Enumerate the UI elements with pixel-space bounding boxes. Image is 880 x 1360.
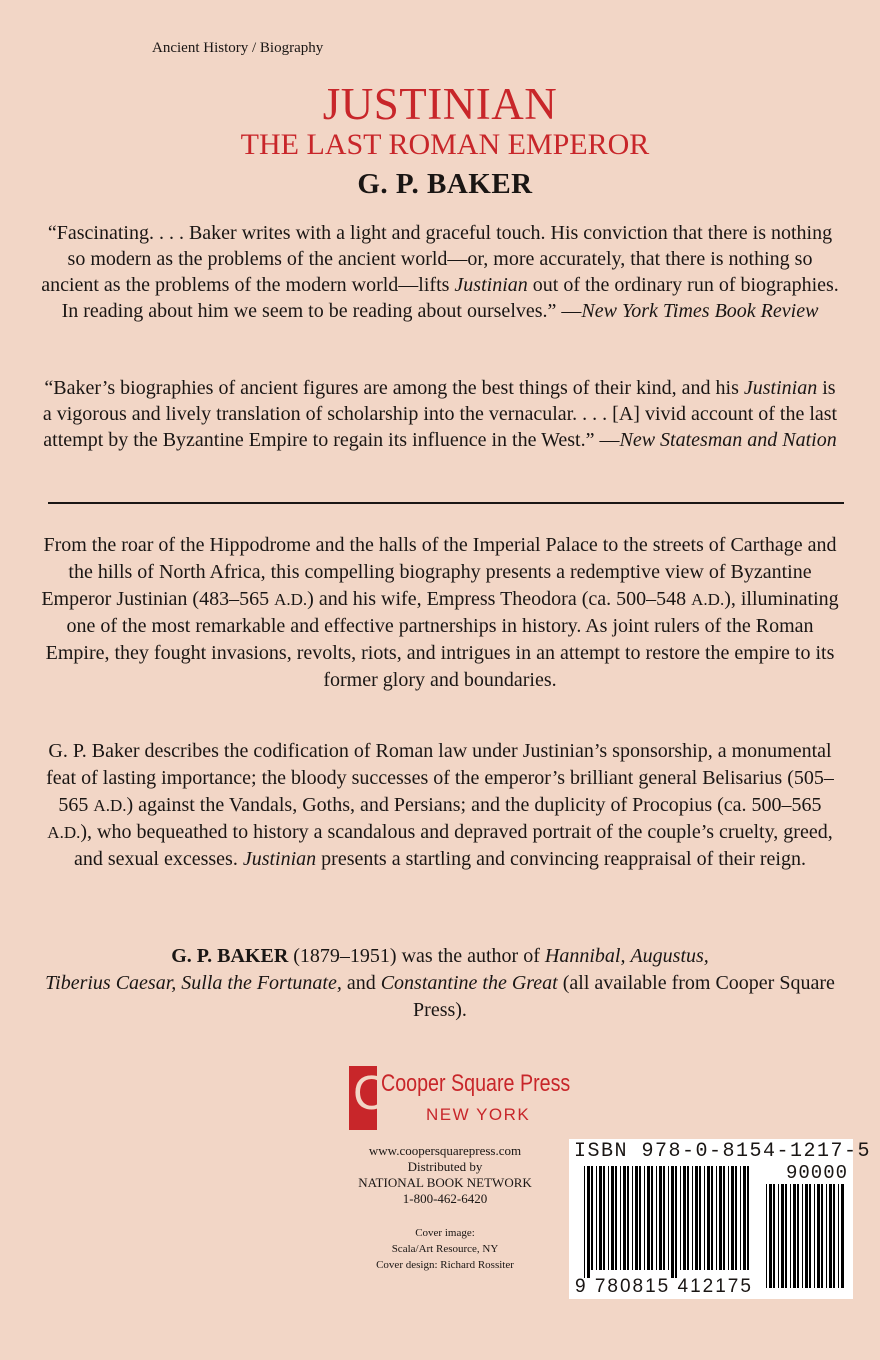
barcode-bar xyxy=(735,1166,737,1270)
barcode-bar xyxy=(651,1166,653,1270)
era-label: A.D. xyxy=(274,590,308,609)
barcode-bar xyxy=(821,1184,823,1288)
barcode-bar xyxy=(766,1184,767,1288)
review-quote-nyt xyxy=(40,220,840,324)
quote-text: “Baker’s biographies of ancient figures are among the best things of their kind, and his xyxy=(44,377,744,399)
cover-design-credit: Cover design: Richard Rossiter xyxy=(376,1259,514,1271)
barcode-bar xyxy=(797,1184,799,1288)
quote-text: “Fascinating. . . . Baker writes with a light and graceful touch. His conviction that there is nothing so modern as the problems of the ancient world—or, more accurately, that there is nothing so ancient as the problems of the modern world—lifts xyxy=(41,222,833,296)
barcode-bar xyxy=(635,1166,638,1270)
quote-title: Justinian xyxy=(743,377,818,399)
bio-text: (all available from Cooper Square Press). xyxy=(413,972,835,1021)
quote-text: out of the ordinary run of biographies. In reading about him we seem to be reading about ourselves.” — xyxy=(61,274,839,322)
barcode-bar xyxy=(728,1166,729,1270)
para-text: ), illuminating one of the most remarkable and effective partnerships in history. As joint rulers of the Roman Empire, they fought invasions, revolts, riots, and intrigues in an attempt to restore the empire to its former glory and boundaries. xyxy=(45,588,839,691)
distributor-name: NATIONAL BOOK NETWORK xyxy=(358,1175,532,1190)
ean-barcode xyxy=(584,1166,754,1278)
barcode-bar xyxy=(692,1166,693,1270)
era-label: A.D. xyxy=(691,590,725,609)
quote-title: Justinian xyxy=(454,274,528,296)
category-label: Ancient History / Biography xyxy=(152,40,324,56)
barcode-bar xyxy=(740,1166,741,1270)
barcode-bar xyxy=(699,1166,701,1270)
barcode-bar xyxy=(707,1166,710,1270)
barcode-bar xyxy=(603,1166,605,1270)
author-bio xyxy=(40,943,840,1024)
price-barcode xyxy=(766,1184,846,1296)
book-ref: Constantine the Great xyxy=(380,972,558,994)
quote-source: New York Times Book Review xyxy=(581,300,819,322)
book-ref: Augustus, xyxy=(630,945,709,967)
barcode-bar xyxy=(608,1166,609,1270)
barcode-bar xyxy=(623,1166,626,1270)
barcode-bar xyxy=(647,1166,650,1270)
para-title: Justinian xyxy=(242,848,317,870)
era-label: A.D. xyxy=(47,823,81,842)
barcode-bar xyxy=(838,1184,839,1288)
barcode-bar xyxy=(632,1166,633,1270)
barcode-bar xyxy=(659,1166,662,1270)
barcode-bar xyxy=(704,1166,705,1270)
barcode-bar xyxy=(778,1184,779,1288)
synopsis-paragraph-1 xyxy=(40,532,840,694)
barcode-bar xyxy=(805,1184,808,1288)
era-label: A.D. xyxy=(93,796,127,815)
publisher-city: NEW YORK xyxy=(426,1105,531,1124)
barcode-bar xyxy=(683,1166,686,1270)
barcode-bar xyxy=(723,1166,725,1270)
barcode-bar xyxy=(584,1166,585,1278)
barcode-bar xyxy=(639,1166,641,1270)
quote-text: is a vigorous and lively translation of scholarship into the vernacular. . . . [A] vivid account of the last attempt by the Byzantine Empire to regain its influence in the West.” — xyxy=(42,377,838,451)
barcode-bar xyxy=(627,1166,629,1270)
barcode-bar xyxy=(599,1166,602,1270)
para-text: ) against the Vandals, Goths, and Persians; and the duplicity of Procopius (ca. 500–565 xyxy=(126,794,822,816)
bio-text: (1879–1951) was the author of xyxy=(288,945,545,967)
book-ref: Tiberius Caesar, xyxy=(45,972,177,994)
barcode-bar xyxy=(680,1166,681,1270)
price-code: 90000 xyxy=(786,1162,849,1184)
publisher-imprint xyxy=(300,1143,590,1207)
barcode-bar xyxy=(829,1184,832,1288)
barcode-bar xyxy=(716,1166,717,1270)
book-author: G. P. BAKER xyxy=(357,168,533,200)
barcode-bar xyxy=(802,1184,803,1288)
barcode-bar xyxy=(663,1166,665,1270)
barcode-bar xyxy=(841,1184,844,1288)
barcode-bar xyxy=(833,1184,835,1288)
para-text: presents a startling and convincing reappraisal of their reign. xyxy=(316,848,806,870)
ean-digits: 9 780815 412175 xyxy=(575,1276,753,1297)
book-ref: Hannibal, xyxy=(544,945,626,967)
barcode-bar xyxy=(817,1184,820,1288)
para-text: G. P. Baker describes the codification of Roman law under Justinian’s sponsorship, a monumental feat of lasting importance; the bloody successes of the emperor’s brilliant general Belisarius (505–565 xyxy=(46,740,834,816)
barcode-bar xyxy=(675,1166,677,1278)
quote-source: New Statesman and Nation xyxy=(619,429,837,451)
barcode-bar xyxy=(743,1166,746,1270)
barcode-bar xyxy=(615,1166,617,1270)
barcode-bar xyxy=(711,1166,713,1270)
cover-credits xyxy=(300,1225,590,1273)
barcode-bar xyxy=(747,1166,749,1270)
barcode-bar xyxy=(719,1166,722,1270)
barcode-bar xyxy=(611,1166,614,1270)
author-name: G. P. BAKER xyxy=(171,945,289,967)
para-text: ), who bequeathed to history a scandalous and depraved portrait of the couple’s cruelty, greed, and sexual excesses. xyxy=(73,821,833,870)
book-subtitle: THE LAST ROMAN EMPEROR xyxy=(240,128,650,161)
synopsis-paragraph-2 xyxy=(40,738,840,873)
barcode-bar xyxy=(793,1184,796,1288)
barcode-bar xyxy=(591,1166,593,1270)
logo-letter: C xyxy=(353,1067,388,1120)
cover-image-source: Scala/Art Resource, NY xyxy=(391,1243,499,1255)
barcode-bar xyxy=(644,1166,645,1270)
distributor-phone: 1-800-462-6420 xyxy=(402,1191,488,1206)
barcode-bar xyxy=(826,1184,827,1288)
barcode-bar xyxy=(668,1166,669,1270)
para-text: From the roar of the Hippodrome and the halls of the Imperial Palace to the streets of Carthage and the hills of North Africa, this compelling biography presents a redemptive view of Byzantine Emperor Justinian (483–565 xyxy=(41,534,837,610)
barcode-bar xyxy=(781,1184,784,1288)
para-text: ) and his wife, Empress Theodora (ca. 500–548 xyxy=(307,588,692,610)
publisher-logo xyxy=(349,1066,571,1130)
bio-text: and xyxy=(341,972,381,994)
cover-image-label: Cover image: xyxy=(415,1227,475,1239)
publisher-website: www.coopersquarepress.com xyxy=(368,1143,522,1158)
isbn-number: ISBN 978-0-8154-1217-5 xyxy=(574,1140,872,1163)
barcode-bar xyxy=(731,1166,734,1270)
barcode-bar xyxy=(687,1166,689,1270)
barcode-bar xyxy=(695,1166,698,1270)
barcode-bar xyxy=(620,1166,621,1270)
barcode-bar xyxy=(587,1166,590,1278)
barcode-bar xyxy=(809,1184,811,1288)
distributed-label: Distributed by xyxy=(407,1159,483,1174)
book-title: JUSTINIAN xyxy=(322,79,558,129)
barcode-bar xyxy=(656,1166,657,1270)
barcode-bar xyxy=(785,1184,787,1288)
barcode-bar xyxy=(773,1184,775,1288)
barcode-bar xyxy=(671,1166,674,1278)
book-ref: Sulla the Fortunate, xyxy=(181,972,342,994)
barcode-bar xyxy=(596,1166,597,1270)
review-quote-new-statesman xyxy=(40,375,840,453)
divider-rule xyxy=(48,502,844,504)
barcode-bar xyxy=(769,1184,772,1288)
barcode-bar xyxy=(814,1184,815,1288)
publisher-name: Cooper Square Press xyxy=(381,1070,571,1097)
barcode-bar xyxy=(790,1184,791,1288)
